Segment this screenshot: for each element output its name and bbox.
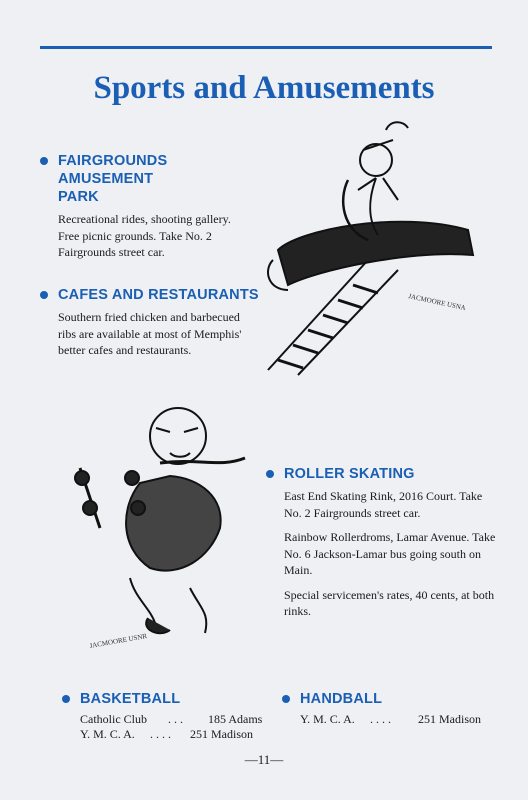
listing-dots: . . . bbox=[168, 712, 183, 726]
listing-address: 251 Madison bbox=[418, 712, 481, 726]
cafes-heading-text: CAFES AND RESTAURANTS bbox=[58, 287, 259, 303]
basketball-heading-text: BASKETBALL bbox=[80, 691, 181, 707]
listing-dots: . . . . bbox=[150, 727, 171, 741]
fairgrounds-section bbox=[38, 152, 248, 261]
fairgrounds-heading-line2: PARK bbox=[58, 189, 99, 205]
roller-skater-illustration bbox=[60, 398, 260, 668]
bullet-icon bbox=[40, 291, 48, 299]
bullet-icon bbox=[62, 695, 70, 703]
basketball-heading bbox=[60, 690, 270, 708]
listing-name: Y. M. C. A. bbox=[300, 712, 355, 726]
handball-listings bbox=[280, 712, 490, 727]
roller-skating-heading-text: ROLLER SKATING bbox=[284, 466, 415, 482]
skater-signature: JACMOORE USNR bbox=[88, 631, 148, 650]
fairgrounds-body: Recreational rides, shooting gallery. Free picnic grounds. Take No. 2 Fairgrounds street car. bbox=[58, 212, 231, 259]
roller-skating-body bbox=[264, 488, 498, 620]
roller-skating-para-3: Special servicemen's rates, 40 cents, at both rinks. bbox=[284, 587, 495, 618]
page-number: —11— bbox=[244, 752, 284, 767]
roller-coaster-illustration bbox=[258, 120, 498, 380]
basketball-section bbox=[60, 690, 270, 742]
fairgrounds-heading bbox=[38, 152, 248, 206]
roller-skating-heading bbox=[264, 465, 498, 483]
coaster-signature: JACMOORE USNA bbox=[407, 292, 467, 313]
listing-address: 185 Adams bbox=[208, 712, 263, 726]
roller-skating-section bbox=[264, 465, 498, 628]
handball-heading bbox=[280, 690, 490, 708]
top-rule bbox=[40, 46, 492, 49]
roller-skating-para-1: East End Skating Rink, 2016 Court. Take No. 2 Fairgrounds street car. bbox=[284, 489, 483, 520]
roller-skating-para-2: Rainbow Rollerdroms, Lamar Avenue. Take No. 6 Jackson-Lamar bus going south on Main. bbox=[284, 530, 496, 577]
cafes-section bbox=[38, 286, 260, 359]
list-item bbox=[60, 712, 270, 727]
handball-section bbox=[280, 690, 490, 727]
listing-address: 251 Madison bbox=[190, 727, 253, 741]
fairgrounds-heading-line1: FAIRGROUNDS AMUSEMENT bbox=[58, 153, 168, 187]
cafes-heading bbox=[38, 286, 260, 304]
bullet-icon bbox=[40, 157, 48, 165]
basketball-listings bbox=[60, 712, 270, 742]
bullet-icon bbox=[282, 695, 290, 703]
listing-name: Catholic Club bbox=[80, 712, 147, 726]
list-item bbox=[60, 727, 270, 742]
cafes-body: Southern fried chicken and barbecued ribs are available at most of Memphis' better cafes and restaurants. bbox=[58, 310, 242, 357]
handball-heading-text: HANDBALL bbox=[300, 691, 383, 707]
bullet-icon bbox=[266, 470, 274, 478]
listing-dots: . . . . bbox=[370, 712, 391, 726]
page-title: Sports and Amusements bbox=[93, 70, 435, 106]
list-item bbox=[280, 712, 490, 727]
listing-name: Y. M. C. A. bbox=[80, 727, 135, 741]
